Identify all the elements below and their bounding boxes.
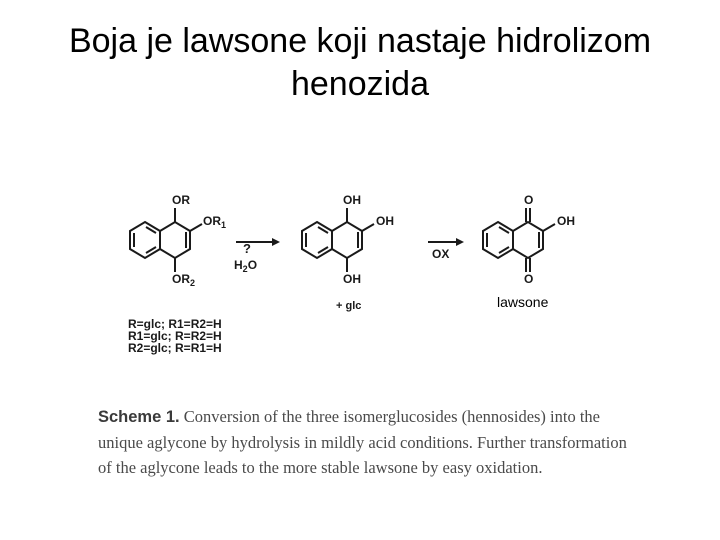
- lawsone-label: lawsone: [497, 294, 549, 310]
- aglycone-structure: [302, 208, 374, 272]
- caption-text: Conversion of the three isomerglucosides (hennosides) into the unique aglycone by hydrolysis in mildly acid conditions. Further transformation of the aglycone leads to the more stable lawsone by easy oxidation.: [98, 407, 627, 477]
- slide-title: [20, 20, 700, 106]
- legend-line-3: R2=glc; R=R1=H: [128, 341, 222, 355]
- oxidation-arrow: [428, 238, 464, 261]
- label-oh-product: OH: [557, 214, 575, 228]
- label-oh-side: OH: [376, 214, 394, 228]
- label-or: OR: [172, 193, 190, 207]
- substituent-legend: [128, 318, 222, 354]
- legend-line-2: R1=glc; R=R2=H: [128, 329, 222, 343]
- label-glc: + glc: [336, 300, 362, 312]
- hydrolysis-arrow: [234, 238, 280, 274]
- label-oh-bottom: OH: [343, 272, 361, 286]
- label-o-bottom: O: [524, 272, 534, 286]
- arrow1-question: ?: [243, 241, 251, 256]
- label-o-top: O: [524, 193, 534, 207]
- slide-title-line-2: henozida: [290, 65, 429, 103]
- lawsone-labels: [524, 193, 575, 286]
- scheme-caption: [98, 404, 638, 480]
- caption-label: Scheme 1.: [98, 408, 180, 426]
- arrow2-reagent: OX: [432, 247, 450, 261]
- label-or1: $OR_1$: [203, 214, 227, 230]
- lawsone-structure: [483, 208, 555, 272]
- arrow1-reagent: $H_2O$: [234, 258, 258, 274]
- hennoside-labels: [172, 193, 226, 288]
- label-or2: $OR_2$: [172, 272, 196, 288]
- aglycone-labels: [336, 193, 394, 312]
- hennoside-structure: [130, 208, 202, 272]
- label-oh-top: OH: [343, 193, 361, 207]
- slide-title-line-1: Boja je lawsone koji nastaje hidrolizom: [68, 22, 652, 60]
- legend-line-1: R=glc; R1=R2=H: [128, 317, 222, 331]
